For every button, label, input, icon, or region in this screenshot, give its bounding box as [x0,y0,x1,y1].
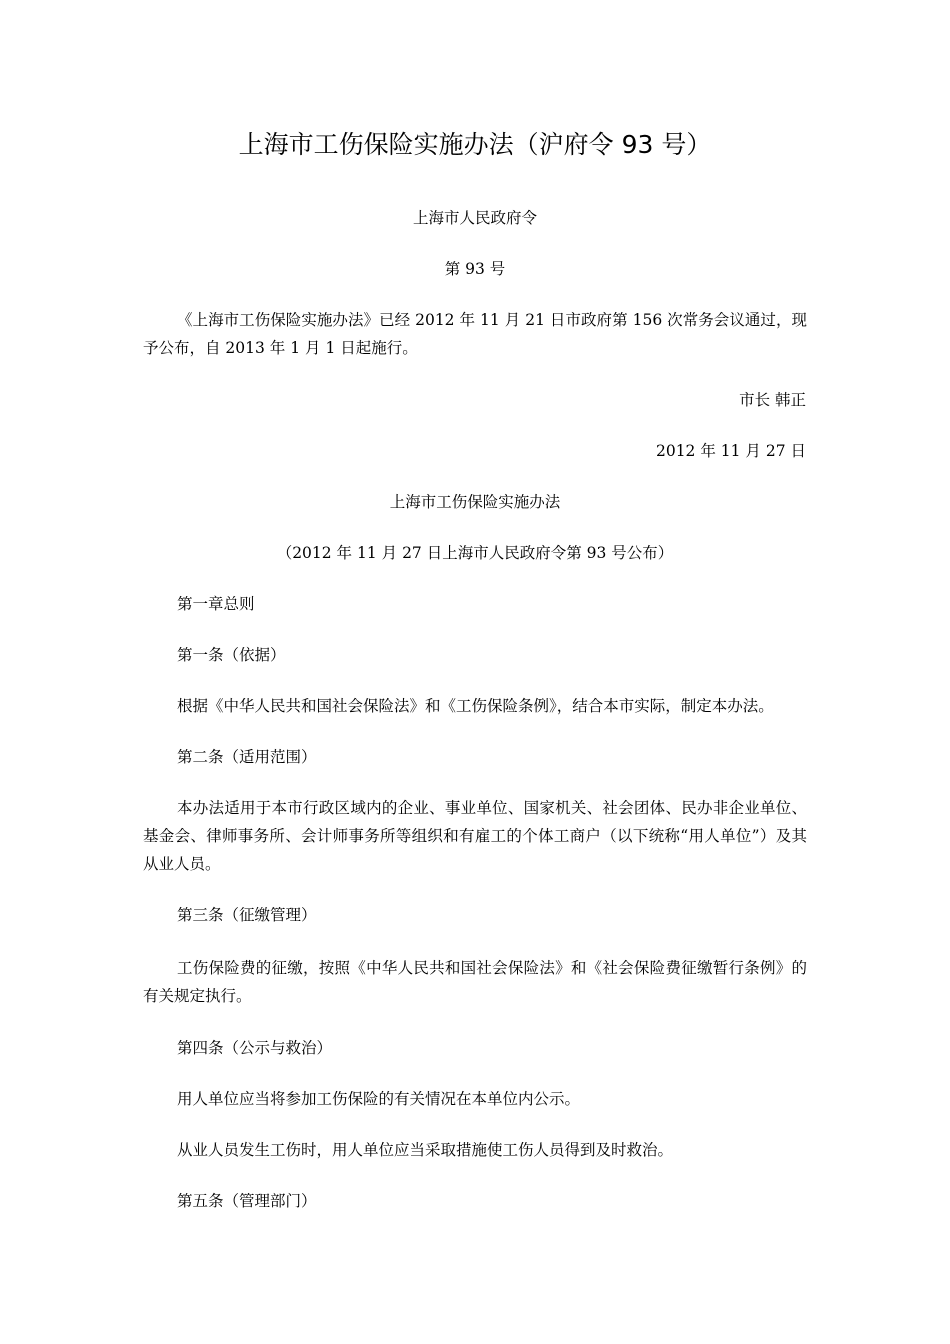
article-2-heading: 第二条（适用范围） [177,748,317,766]
intro-paragraph: 《上海市工伤保险实施办法》已经 2012 年 11 月 21 日市政府第 156 次常务会议通过，现予公布，自 2013 年 1 月 1 日起施行。 [143,311,807,357]
order-number: 第 93 号 [444,260,506,278]
article-2-text: 本办法适用于本市行政区域内的企业、事业单位、国家机关、社会团体、民办非企业单位、基金会、律师事务所、会计师事务所等组织和有雇工的个体工商户（以下统称“用人单位”）及其从业人员。 [143,799,807,873]
article-5-heading: 第五条（管理部门） [177,1192,317,1210]
regulation-title: 上海市工伤保险实施办法 [389,493,561,511]
signature: 市长 韩正 [739,391,806,409]
article-1-heading: 第一条（依据） [177,646,286,664]
issuer-line: 上海市人民政府令 [412,209,537,227]
document-title: 上海市工伤保险实施办法（沪府令 93 号） [238,130,712,159]
chapter-heading: 第一章总则 [177,595,255,613]
article-4-heading: 第四条（公示与救治） [177,1039,333,1057]
article-3-text: 工伤保险费的征缴，按照《中华人民共和国社会保险法》和《社会保险费征缴暂行条例》的有关规定执行。 [143,959,807,1005]
sign-date: 2012 年 11 月 27 日 [655,442,806,460]
article-4-text-2: 从业人员发生工伤时，用人单位应当采取措施使工伤人员得到及时救治。 [177,1141,674,1159]
article-3-heading: 第三条（征缴管理） [177,906,317,924]
publication-note: （2012 年 11 月 27 日上海市人民政府令第 93 号公布） [276,544,674,562]
article-4-text-1: 用人单位应当将参加工伤保险的有关情况在本单位内公示。 [177,1090,581,1108]
article-1-text: 根据《中华人民共和国社会保险法》和《工伤保险条例》，结合本市实际，制定本办法。 [177,697,774,715]
